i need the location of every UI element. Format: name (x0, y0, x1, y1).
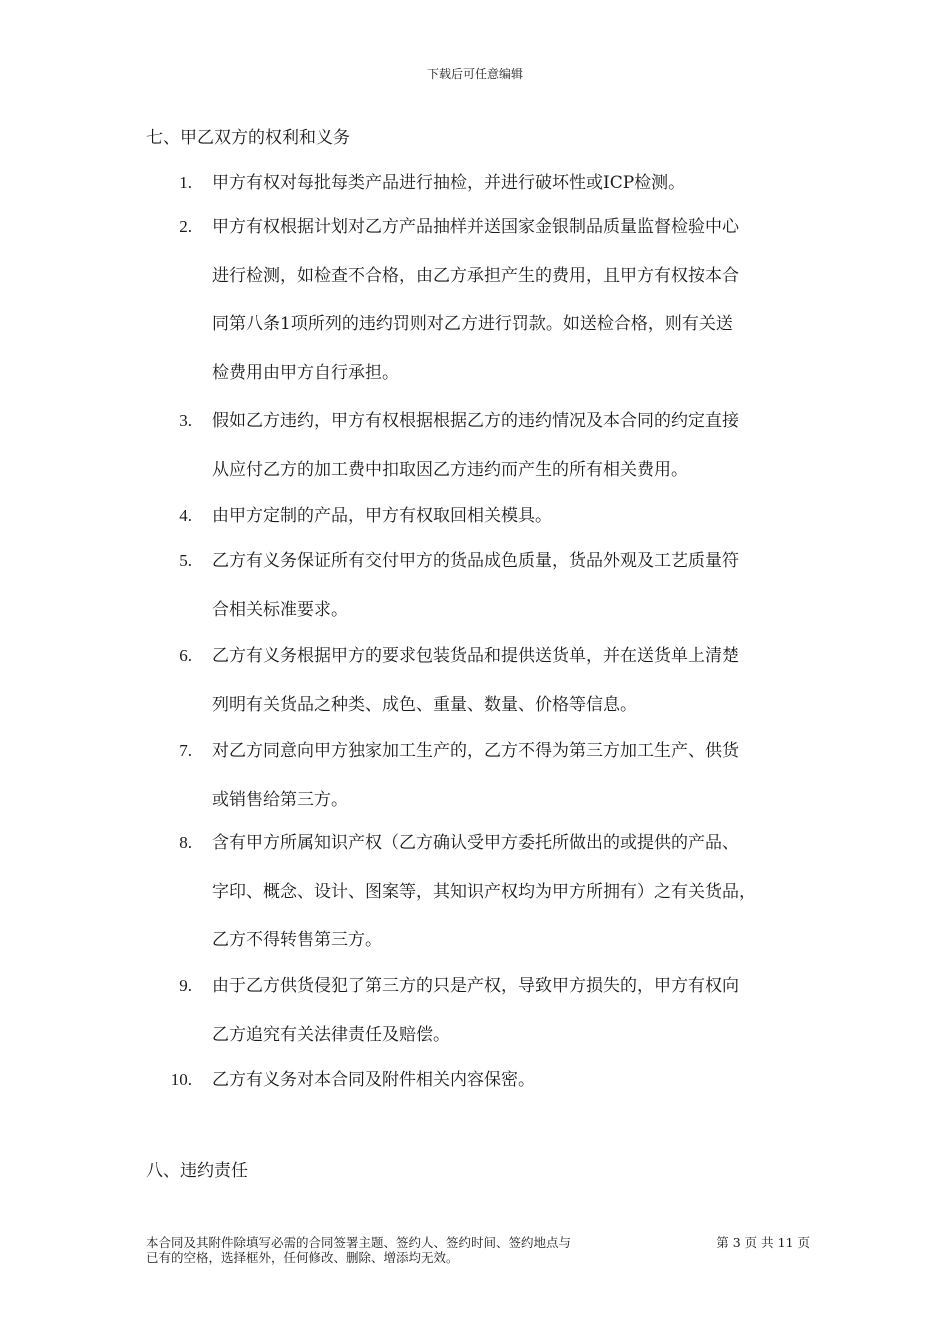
section-7-title: 七、甲乙双方的权利和义务 (146, 128, 350, 148)
list-item-number: 8. (179, 833, 192, 852)
footer-note-line: 本合同及其附件除填写必需的合同签署主题、签约人、签约时间、签约地点与 (146, 1235, 572, 1250)
list-item-text: 由甲方定制的产品，甲方有权取回相关模具。 (212, 506, 552, 526)
list-item-number: 9. (179, 976, 192, 995)
list-item-text: 乙方不得转售第三方。 (212, 930, 382, 950)
list-item-text: 列明有关货品之种类、成色、重量、数量、价格等信息。 (212, 694, 637, 715)
list-item-text: 检费用由甲方自行承担。 (212, 362, 399, 383)
list-item-text: 含有甲方所属知识产权（乙方确认受甲方委托所做出的或提供的产品、 (212, 833, 739, 853)
list-item-number: 7. (179, 741, 192, 760)
list-item-text: 字印、概念、设计、图案等，其知识产权均为甲方所拥有）之有关货品， (212, 881, 756, 902)
list-item-text: 乙方追究有关法律责任及赔偿。 (212, 1024, 450, 1045)
list-item-text: 乙方有义务对本合同及附件相关内容保密。 (212, 1070, 535, 1090)
list-item-text: 甲方有权对每批每类产品进行抽检，并进行破坏性或ICP检测。 (212, 173, 686, 193)
list-item-text: 对乙方同意向甲方独家加工生产的，乙方不得为第三方加工生产、供货 (212, 741, 739, 761)
list-item-number: 4. (179, 506, 192, 525)
list-item-text: 同第八条1项所列的违约罚则对乙方进行罚款。如送检合格，则有关送 (212, 314, 733, 334)
section-8-title: 八、违约责任 (146, 1161, 248, 1181)
list-item-number: 5. (179, 551, 192, 570)
list-item-text: 从应付乙方的加工费中扣取因乙方违约而产生的所有相关费用。 (212, 459, 688, 480)
footer-note (146, 1235, 666, 1265)
footer-note-line: 已有的空格，选择框外，任何修改、删除、增添均无效。 (146, 1250, 459, 1265)
list-item-text: 乙方有义务保证所有交付甲方的货品成色质量，货品外观及工艺质量符 (212, 551, 739, 571)
list-item-number: 6. (179, 646, 192, 665)
list-item-text: 合相关标准要求。 (212, 599, 348, 620)
list-item-number: 1. (179, 173, 192, 192)
list-item-text: 假如乙方违约，甲方有权根据根据乙方的违约情况及本合同的约定直接 (212, 411, 739, 431)
list-item-number: 10. (170, 1070, 192, 1089)
page-header: 下载后可任意编辑 (426, 67, 523, 81)
list-item-text: 乙方有义务根据甲方的要求包装货品和提供送货单，并在送货单上清楚 (212, 646, 739, 666)
list-item-number: 3. (179, 411, 192, 430)
list-item-text: 由于乙方供货侵犯了第三方的只是产权，导致甲方损失的，甲方有权向 (212, 976, 739, 996)
list-item-text: 进行检测，如检查不合格，由乙方承担产生的费用，且甲方有权按本合 (212, 265, 739, 286)
list-item-text: 甲方有权根据计划对乙方产品抽样并送国家金银制品质量监督检验中心 (212, 217, 739, 237)
list-item-text: 或销售给第三方。 (212, 789, 348, 810)
page-number: 第 3 页 共 11 页 (716, 1235, 810, 1250)
list-item-number: 2. (179, 217, 192, 236)
